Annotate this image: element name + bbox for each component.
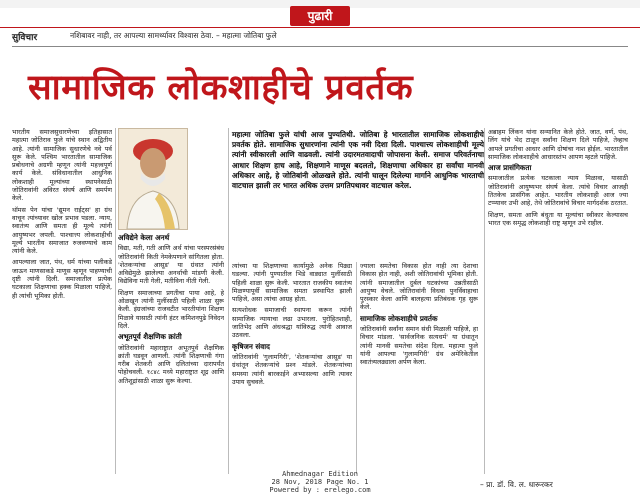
article-headline: सामाजिक लोकशाहीचे प्रवर्तक: [28, 68, 414, 108]
article-column-4: [360, 262, 478, 474]
author-byline: – प्रा. डॉ. वि. ल. धारूरकर: [480, 480, 553, 489]
article-column-5: [488, 128, 628, 474]
footer-powered-by[interactable]: Powered by : erelego.com: [269, 486, 371, 494]
col2-para-1: विद्या, मती, गती आणि अर्थ यांचा परस्परसंबंध जोतिरावांनी किती नेमकेपणाने सांगितला होता. 'शेतकऱ्यांचा आसूड' या ग्रंथात त्यांनी अविद्येमुळे झालेल्या अनर्थाची मांडणी केली. विद्येविना मती गेली, मतीविना नीती गेली.: [118, 244, 224, 286]
col2-para-3: जोतिरावांनी महाराष्ट्रात अभूतपूर्व शैक्षणिक क्रांती घडवून आणली. त्यांनी शिक्षणाची गंगा गरीब शेतकरी आणि दलितांच्या दारापर्यंत पोहोचवली. १८४८ मध्ये महाराष्ट्रात शूद्र आणि अतिशूद्रांसाठी शाळा सुरू केल्या.: [118, 343, 224, 385]
col1-para-1: भारतीय समाजसुधारणेच्या इतिहासात महात्मा जोतिराव फुले यांचे स्थान अद्वितीय आहे. त्यांनी सामाजिक सुधारणेचे नवे पर्व सुरू केले. पश्‍चिम भारतातील सामाजिक प्रबोधनाचे अग्रणी म्हणून त्यांनी महत्त्वपूर्ण कार्य केले. संविधानातील आधुनिक लोकशाही मूल्यांच्या स्थापनेसाठी जोतिरावांनी अविरत संघर्ष आणि समर्पण केले.: [12, 128, 112, 203]
col3-para-2: सत्यशोधक समाजाची स्थापना करून त्यांनी सामाजिक न्यायाचा लढा उभारला. पुरोहितशाही, जातिभेद आणि अंधश्रद्धा यांविरुद्ध त्यांनी आवाज उठवला.: [232, 306, 352, 340]
article-intro: महात्मा जोतिबा फुले यांची आज पुण्यतिथी. जोतिबा हे भारतातील सामाजिक लोकशाहीचे प्रवर्तक होते. सामाजिक सुधारणांना त्यांनी एक नवी दिशा दिली. पाश्‍चात्त्य लोकशाहीची मूल्ये त्यांनी स्वीकारली आणि वाढवली. त्यांनी उदारमतवादाची जोपासना केली. समाज परिवर्तनाचा आधार शिक्षण हाच आहे, शिक्षणाने माणूस बदलतो, शिक्षणाचा अधिकार हा सर्वांचा मानवी अधिकार आहे, हे जोतिबांनी ओळखले होते. त्यांनी घालून दिलेल्या मार्गाने आधुनिक भारताची वाटचाल झाली तर भारत अधिक उत्तम प्रगतिपथावर वाटचाल करेल.: [232, 130, 484, 191]
col5-subheading: आज प्रासंगिकता: [488, 163, 532, 173]
article-column-2: [118, 232, 224, 474]
edition-footer: [0, 470, 640, 494]
col4-subheading: सामाजिक लोकशाहीचे प्रवर्तक: [360, 313, 438, 323]
footer-edition: Ahmednagar Edition: [282, 470, 358, 478]
newspaper-logo[interactable]: पुढारी: [290, 6, 350, 26]
col5-para-2: समाजातील प्रत्येक घटकाला न्याय मिळावा, यासाठी जोतिरावांनी आयुष्यभर संघर्ष केला. त्यांचे विचार आजही तितकेच प्रासंगिक आहेत. भारतीय लोकशाही आज ज्या टप्प्यावर उभी आहे, तेथे जोतिरावांचे विचार मार्गदर्शक ठरतात.: [488, 174, 628, 208]
quote-rule: [12, 46, 628, 47]
masthead-rule: [0, 27, 640, 28]
column-divider: [228, 128, 229, 474]
column-divider: [356, 262, 357, 474]
column-divider: [484, 128, 485, 474]
portrait-icon: [119, 129, 187, 229]
quote-text: नशिबावर नाही, तर आपल्या सामर्थ्यावर विश्वास ठेवा. – महात्मा जोतिबा फुले: [70, 31, 277, 40]
article-column-3: [232, 262, 352, 474]
footer-date-page: 28 Nov, 2018 Page No. 1: [271, 478, 369, 486]
col3-para-3: जोतिरावांनी 'गुलामगिरी', 'शेतकऱ्यांचा आसूड' या ग्रंथांतून शेतकऱ्यांचे प्रश्‍न मांडले. शेतकऱ्यांच्या समस्या त्यांनी बारकाईने अभ्यासल्या आणि त्यावर उपाय सुचवले.: [232, 352, 352, 386]
col1-para-2: थॉमस पेन यांचा 'द्यूमन राईट्स' हा ग्रंथ वाचून त्यांच्यावर खोल प्रभाव पडला. न्याय, स्वातंत्र्य आणि समता ही मूल्ये त्यांनी आयुष्यभर जपली. पाश्‍चात्त्य लोकशाहीची मूल्ये भारतीय समाजात रुजवण्याचे काम त्यांनी केले.: [12, 205, 112, 256]
quote-label: सुविचार: [12, 33, 38, 43]
col3-subheading: कृषिजन संवाद: [232, 341, 270, 351]
portrait-illustration: [118, 128, 188, 230]
col3-para-1: त्यांच्या या शिक्षणाच्या कार्यामुळे अनेक पिढ्या घडल्या. त्यांनी पुण्यातील भिडे वाड्यात मुलींसाठी पहिली शाळा सुरू केली. भारतात राजकीय स्वातंत्र्य मिळण्यापूर्वी सामाजिक समता प्रस्थापित झाली पाहिजे, असा त्यांचा आग्रह होता.: [232, 262, 352, 304]
col5-para-1: अब्राहम लिंकन यांना सन्मानित केले होते. जात, वर्ण, पंथ, लिंग यांचे भेद टाळून सर्वांना शिक्षण दिले पाहिजे, तेव्हाच आपले प्रगतीचा आधार आणि दोषांचा नाश होईल. भारतातील सामाजिक लोकशाहीचे आधारस्तंभ आपण म्हटले पाहिजे.: [488, 128, 628, 161]
col2-subheading: अविद्येने केला अनर्थ: [118, 233, 170, 242]
col1-para-3: आपल्याला जात, पंथ, धर्म यांच्या पलीकडे जाऊन माणसाकडे माणूस म्हणून पाहण्याची दृष्टी त्यांनी दिली. समाजातील प्रत्येक घटकाला शिक्षणाचा हक्क मिळाला पाहिजे, ही त्यांची भूमिका होती.: [12, 258, 112, 300]
quote-bar: [12, 30, 632, 44]
col4-para-1: ज्याला समतेचा विकास होत नाही त्या देशाचा विकास होत नाही, अशी जोतिरावांची भूमिका होती. त्यांनी समाजातील दुर्बल घटकांच्या उन्नतीसाठी आयुष्य वेचले. जोतिरावांनी विधवा पुनर्विवाहाचा पुरस्कार केला आणि बालहत्या प्रतिबंधक गृह सुरू केले.: [360, 262, 478, 312]
col5-para-3: शिक्षण, समता आणि बंधुता या मूल्यांचा स्वीकार केल्यासच भारत एक समृद्ध लोकशाही राष्ट्र म्हणून उभे राहील.: [488, 210, 628, 227]
col4-para-2: जोतिरावांनी सर्वांना समान संधी मिळाली पाहिजे, हा विचार मांडला. 'सार्वजनिक सत्यधर्म' या ग्रंथातून त्यांनी मानवी समतेचा संदेश दिला. महात्मा फुले यांनी आपल्या 'गुलामगिरी' ग्रंथ अमेरिकेतील स्वातंत्र्यलढ्याला अर्पण केला.: [360, 325, 478, 367]
col2-para-2: शिक्षण समाजाच्या प्रगतीचा पाया आहे, हे ओळखून त्यांनी मुलींसाठी पहिली शाळा सुरू केली. इंग्रजांच्या राजवटीत भारतीयांना शिक्षण मिळावे यासाठी त्यांनी हंटर कमिशनपुढे निवेदन दिले.: [118, 288, 224, 330]
column-divider: [115, 128, 116, 474]
article-column-1: [12, 128, 112, 474]
col2-subheading-2: अभूतपूर्व शैक्षणिक क्रांती: [118, 332, 182, 342]
